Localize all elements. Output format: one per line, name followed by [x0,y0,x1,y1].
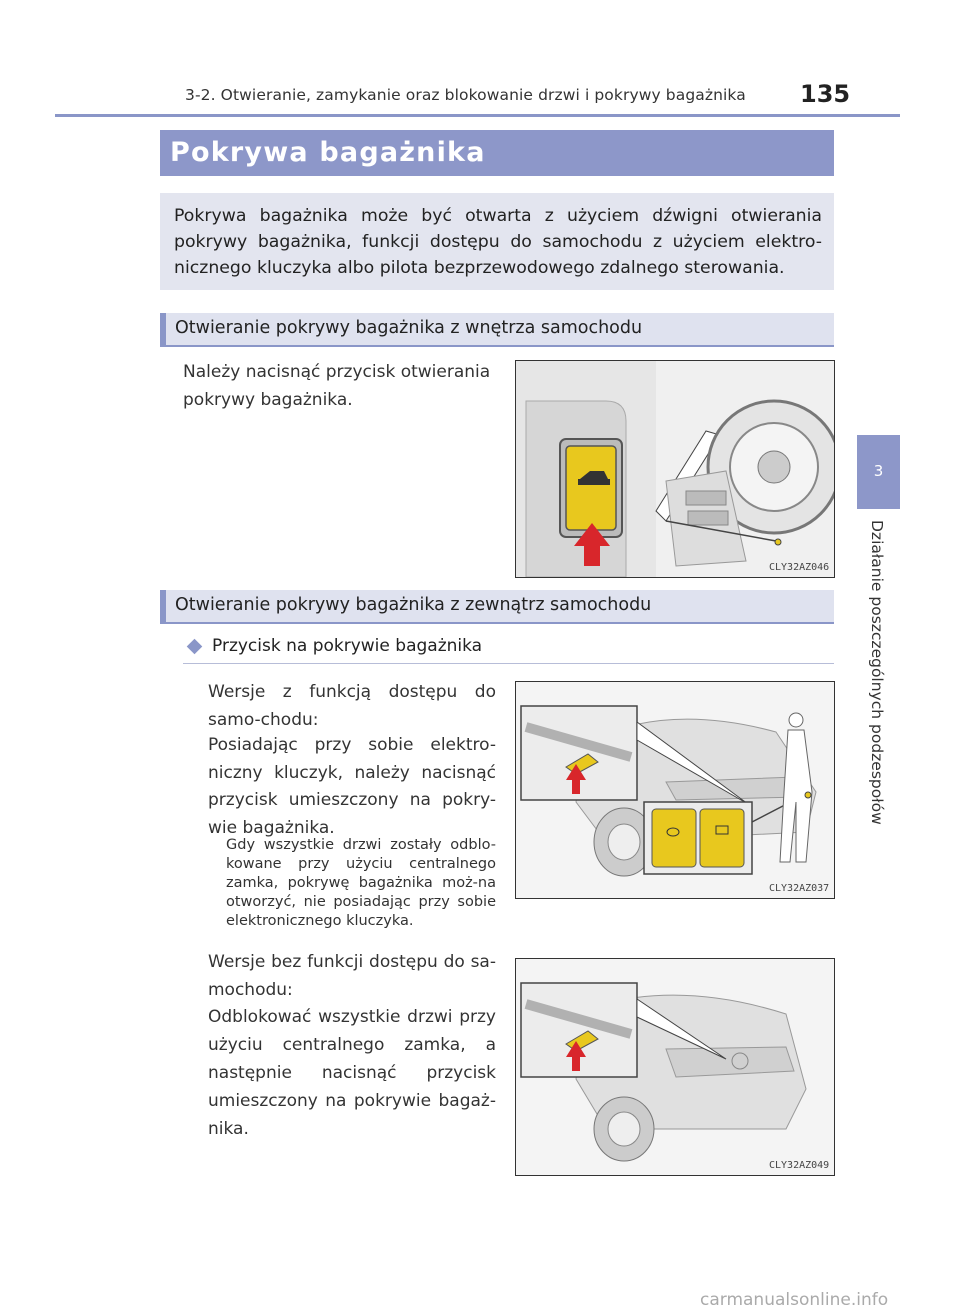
header-rule [55,114,900,117]
diamond-bullet-icon [187,639,203,655]
section1-heading: Otwieranie pokrywy bagażnika z wnętrza samochodu [175,318,643,338]
figure-code-3: CLY32AZ049 [769,1160,830,1171]
page-number: 135 [800,80,851,108]
block1-note: Gdy wszystkie drzwi zostały odblo-kowane przy użyciu centralnego zamka, pokrywę bagażnika moż-na otworzyć, nie posiadając przy sobie elektronicznego kluczyka. [226,837,496,929]
block2-heading: Wersje bez funkcji dostępu do sa-mochodu: [208,952,496,1000]
section2-accent [160,590,166,622]
subsection-heading: Przycisk na pokrywie bagażnika [212,636,483,656]
section1-accent [160,313,166,345]
figure-interior-svg [516,361,834,577]
chapter-title: 3-2. Otwieranie, zamykanie oraz blokowanie drzwi i pokrywy bagażnika [185,86,746,104]
figure-central-svg [516,959,834,1175]
chapter-tab-label-wrap [868,520,892,840]
block1-heading: Wersje z funkcją dostępu do samo-chodu: [208,682,496,730]
figure-code-2: CLY32AZ037 [769,883,830,894]
figure-trunk-button-smart [515,681,835,899]
section2-heading: Otwieranie pokrywy bagażnika z zewnątrz samochodu [175,595,652,615]
section1-text: Należy nacisnąć przycisk otwierania pokrywy bagażnika. [183,362,491,410]
page-title: Pokrywa bagażnika [170,137,486,168]
figure-trunk-button-central-lock [515,958,835,1176]
subsection-rule [183,663,834,664]
intro-text: Pokrywa bagażnika może być otwarta z użyciem dźwigni otwierania pokrywy bagażnika, funkcji dostępu do samochodu z użyciem elektro-nicznego kluczyka albo pilota bezprzewodowego zdalnego sterowania. [174,206,822,278]
chapter-tab-label: Działanie poszczególnych podzespołów [868,520,886,825]
footer-watermark: carmanualsonline.info [700,1290,889,1310]
chapter-tab-number: 3 [873,462,884,480]
block1-text: Posiadając przy sobie elektro-niczny kluczyk, należy nacisnąć przycisk umieszczony na pokry-wie bagażnika. [208,735,496,838]
figure-smart-svg [516,682,834,898]
figure-interior-button [515,360,835,578]
block2-text: Odblokować wszystkie drzwi przy użyciu centralnego zamka, a następnie nacisnąć przycisk umieszczony na pokrywie bagaż-nika. [208,1007,496,1139]
figure-code-1: CLY32AZ046 [769,562,830,573]
